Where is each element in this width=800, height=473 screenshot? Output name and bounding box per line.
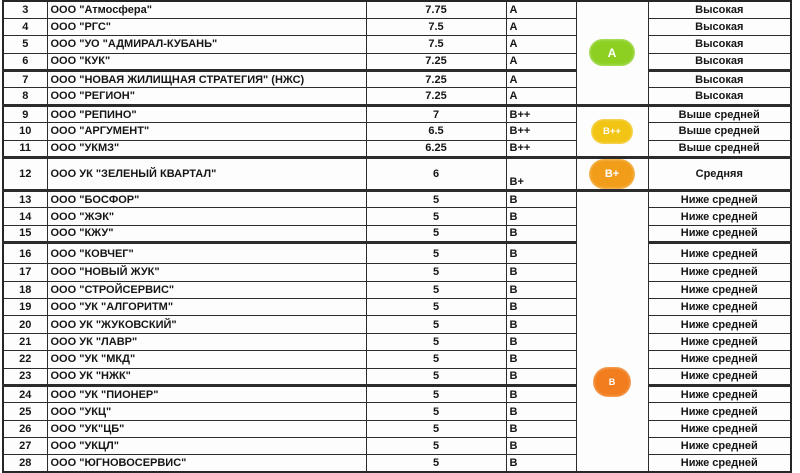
table-row [3, 281, 791, 298]
grade-cell: В++ [506, 123, 576, 140]
table-row [3, 88, 791, 105]
grade-cell: А [506, 36, 576, 53]
row-number-cell: 12 [3, 158, 47, 191]
row-number-cell: 17 [3, 264, 47, 281]
row-number-cell: 25 [3, 403, 47, 420]
company-name-cell: ООО "РЕГИОН" [47, 88, 366, 105]
company-name-cell: ООО УК "ЗЕЛЕНЫЙ КВАРТАЛ" [47, 158, 366, 191]
row-number-cell: 21 [3, 333, 47, 350]
row-number-cell: 24 [3, 385, 47, 402]
score-cell: 5 [366, 225, 506, 242]
grade-cell: В [506, 420, 576, 437]
company-name-cell: ООО "РГС" [47, 18, 366, 35]
rating-description-cell: Ниже средней [648, 385, 791, 402]
company-name-cell: ООО "УКМЗ" [47, 140, 366, 157]
table-row [3, 385, 791, 402]
company-name-cell: ООО "УК"ЦБ" [47, 420, 366, 437]
table-row [3, 264, 791, 281]
badge-cell [576, 191, 648, 473]
grade-cell: В [506, 368, 576, 385]
grade-cell: В [506, 225, 576, 242]
company-name-cell: ООО "УКЦ" [47, 403, 366, 420]
score-cell: 7.25 [366, 71, 506, 88]
rating-description-cell: Ниже средней [648, 333, 791, 350]
score-cell: 7.5 [366, 18, 506, 35]
row-number-cell: 6 [3, 53, 47, 70]
row-number-cell: 8 [3, 88, 47, 105]
rating-description-cell: Высокая [648, 71, 791, 88]
score-cell: 5 [366, 368, 506, 385]
company-name-cell: ООО "НОВЫЙ ЖУК" [47, 264, 366, 281]
grade-cell: В [506, 351, 576, 368]
rating-table [2, 0, 792, 473]
grade-cell: В [506, 403, 576, 420]
row-number-cell: 7 [3, 71, 47, 88]
rating-description-cell: Средняя [648, 158, 791, 191]
company-name-cell: ООО УК "НЖК" [47, 368, 366, 385]
row-number-cell: 4 [3, 18, 47, 35]
rating-description-cell: Ниже средней [648, 264, 791, 281]
badge-cell [576, 105, 648, 157]
grade-cell: В [506, 438, 576, 455]
score-cell: 5 [366, 403, 506, 420]
row-number-cell: 3 [3, 1, 47, 18]
score-cell: 6.25 [366, 140, 506, 157]
row-number-cell: 15 [3, 225, 47, 242]
table-row [3, 140, 791, 157]
row-number-cell: 9 [3, 105, 47, 122]
table-row [3, 243, 791, 264]
grade-cell: В [506, 455, 576, 472]
rating-description-cell: Ниже средней [648, 191, 791, 208]
table-row [3, 1, 791, 18]
row-number-cell: 16 [3, 243, 47, 264]
grade-cell: В [506, 316, 576, 333]
table-row [3, 208, 791, 225]
score-cell: 5 [366, 264, 506, 281]
rating-description-cell: Высокая [648, 53, 791, 70]
grade-cell: В [506, 208, 576, 225]
score-cell: 7.5 [366, 36, 506, 53]
table-row [3, 368, 791, 385]
rating-description-cell: Ниже средней [648, 455, 791, 472]
grade-cell: А [506, 18, 576, 35]
rating-description-cell: Высокая [648, 88, 791, 105]
company-name-cell: ООО "АРГУМЕНТ" [47, 123, 366, 140]
row-number-cell: 5 [3, 36, 47, 53]
rating-description-cell: Выше средней [648, 140, 791, 157]
score-cell: 6 [366, 158, 506, 191]
table-row [3, 438, 791, 455]
score-cell: 7.75 [366, 1, 506, 18]
row-number-cell: 14 [3, 208, 47, 225]
rating-description-cell: Ниже средней [648, 281, 791, 298]
grade-cell: А [506, 1, 576, 18]
company-name-cell: ООО "ЮГНОВОСЕРВИС" [47, 455, 366, 472]
table-row [3, 123, 791, 140]
grade-cell: В [506, 333, 576, 350]
rating-table-body [3, 1, 791, 472]
rating-description-cell: Ниже средней [648, 225, 791, 242]
company-name-cell: ООО "РЕПИНО" [47, 105, 366, 122]
row-number-cell: 11 [3, 140, 47, 157]
grade-cell: В [506, 385, 576, 402]
score-cell: 5 [366, 351, 506, 368]
score-cell: 5 [366, 191, 506, 208]
rating-description-cell: Выше средней [648, 123, 791, 140]
rating-description-cell: Высокая [648, 1, 791, 18]
row-number-cell: 28 [3, 455, 47, 472]
row-number-cell: 27 [3, 438, 47, 455]
company-name-cell: ООО "Атмосфера" [47, 1, 366, 18]
rating-description-cell: Выше средней [648, 105, 791, 122]
table-row [3, 420, 791, 437]
company-name-cell: ООО "ЖЭК" [47, 208, 366, 225]
company-name-cell: ООО "БОСФОР" [47, 191, 366, 208]
rating-description-cell: Ниже средней [648, 438, 791, 455]
rating-description-cell: Ниже средней [648, 351, 791, 368]
table-row [3, 403, 791, 420]
company-name-cell: ООО "НОВАЯ ЖИЛИЩНАЯ СТРАТЕГИЯ" (НЖС) [47, 71, 366, 88]
table-row [3, 298, 791, 315]
rating-description-cell: Ниже средней [648, 368, 791, 385]
table-row [3, 225, 791, 242]
rating-description-cell: Ниже средней [648, 316, 791, 333]
grade-cell: В [506, 281, 576, 298]
grade-cell: А [506, 88, 576, 105]
table-row [3, 316, 791, 333]
score-cell: 5 [366, 208, 506, 225]
badge-cell [576, 158, 648, 191]
row-number-cell: 20 [3, 316, 47, 333]
table-row [3, 158, 791, 191]
table-row [3, 351, 791, 368]
grade-cell: А [506, 53, 576, 70]
table-row [3, 71, 791, 88]
company-name-cell: ООО "УК "ПИОНЕР" [47, 385, 366, 402]
score-cell: 5 [366, 316, 506, 333]
grade-cell: А [506, 71, 576, 88]
company-name-cell: ООО "УК "МКД" [47, 351, 366, 368]
rating-description-cell: Высокая [648, 36, 791, 53]
score-cell: 5 [366, 420, 506, 437]
score-cell: 5 [366, 243, 506, 264]
score-cell: 5 [366, 298, 506, 315]
table-row [3, 105, 791, 122]
row-number-cell: 10 [3, 123, 47, 140]
table-row [3, 18, 791, 35]
company-name-cell: ООО "КУК" [47, 53, 366, 70]
row-number-cell: 23 [3, 368, 47, 385]
rating-badge: В+ [589, 159, 635, 189]
grade-cell: В [506, 264, 576, 281]
score-cell: 7 [366, 105, 506, 122]
score-cell: 7.25 [366, 53, 506, 70]
grade-cell: В+ [506, 158, 576, 191]
company-name-cell: ООО "УКЦЛ" [47, 438, 366, 455]
grade-cell: В [506, 191, 576, 208]
table-row [3, 53, 791, 70]
company-name-cell: ООО "УО "АДМИРАЛ-КУБАНЬ" [47, 36, 366, 53]
grade-cell: В [506, 243, 576, 264]
row-number-cell: 19 [3, 298, 47, 315]
rating-description-cell: Ниже средней [648, 420, 791, 437]
row-number-cell: 26 [3, 420, 47, 437]
grade-cell: В++ [506, 105, 576, 122]
rating-description-cell: Ниже средней [648, 403, 791, 420]
company-name-cell: ООО УК "ЖУКОВСКИЙ" [47, 316, 366, 333]
row-number-cell: 22 [3, 351, 47, 368]
score-cell: 5 [366, 333, 506, 350]
company-name-cell: ООО "УК "АЛГОРИТМ" [47, 298, 366, 315]
rating-badge: В [593, 367, 631, 397]
rating-description-cell: Ниже средней [648, 298, 791, 315]
score-cell: 5 [366, 455, 506, 472]
score-cell: 6.5 [366, 123, 506, 140]
score-cell: 5 [366, 281, 506, 298]
rating-badge: А [589, 39, 635, 66]
badge-cell [576, 1, 648, 105]
table-row [3, 36, 791, 53]
rating-badge: В++ [591, 119, 633, 144]
table-row [3, 455, 791, 472]
rating-description-cell: Ниже средней [648, 243, 791, 264]
table-row [3, 191, 791, 208]
company-name-cell: ООО "СТРОЙСЕРВИС" [47, 281, 366, 298]
row-number-cell: 18 [3, 281, 47, 298]
grade-cell: В++ [506, 140, 576, 157]
grade-cell: В [506, 298, 576, 315]
score-cell: 5 [366, 438, 506, 455]
score-cell: 7.25 [366, 88, 506, 105]
rating-description-cell: Ниже средней [648, 208, 791, 225]
table-row [3, 333, 791, 350]
company-name-cell: ООО УК "ЛАВР" [47, 333, 366, 350]
score-cell: 5 [366, 385, 506, 402]
company-name-cell: ООО "КЖУ" [47, 225, 366, 242]
row-number-cell: 13 [3, 191, 47, 208]
rating-description-cell: Высокая [648, 18, 791, 35]
company-name-cell: ООО "КОВЧЕГ" [47, 243, 366, 264]
